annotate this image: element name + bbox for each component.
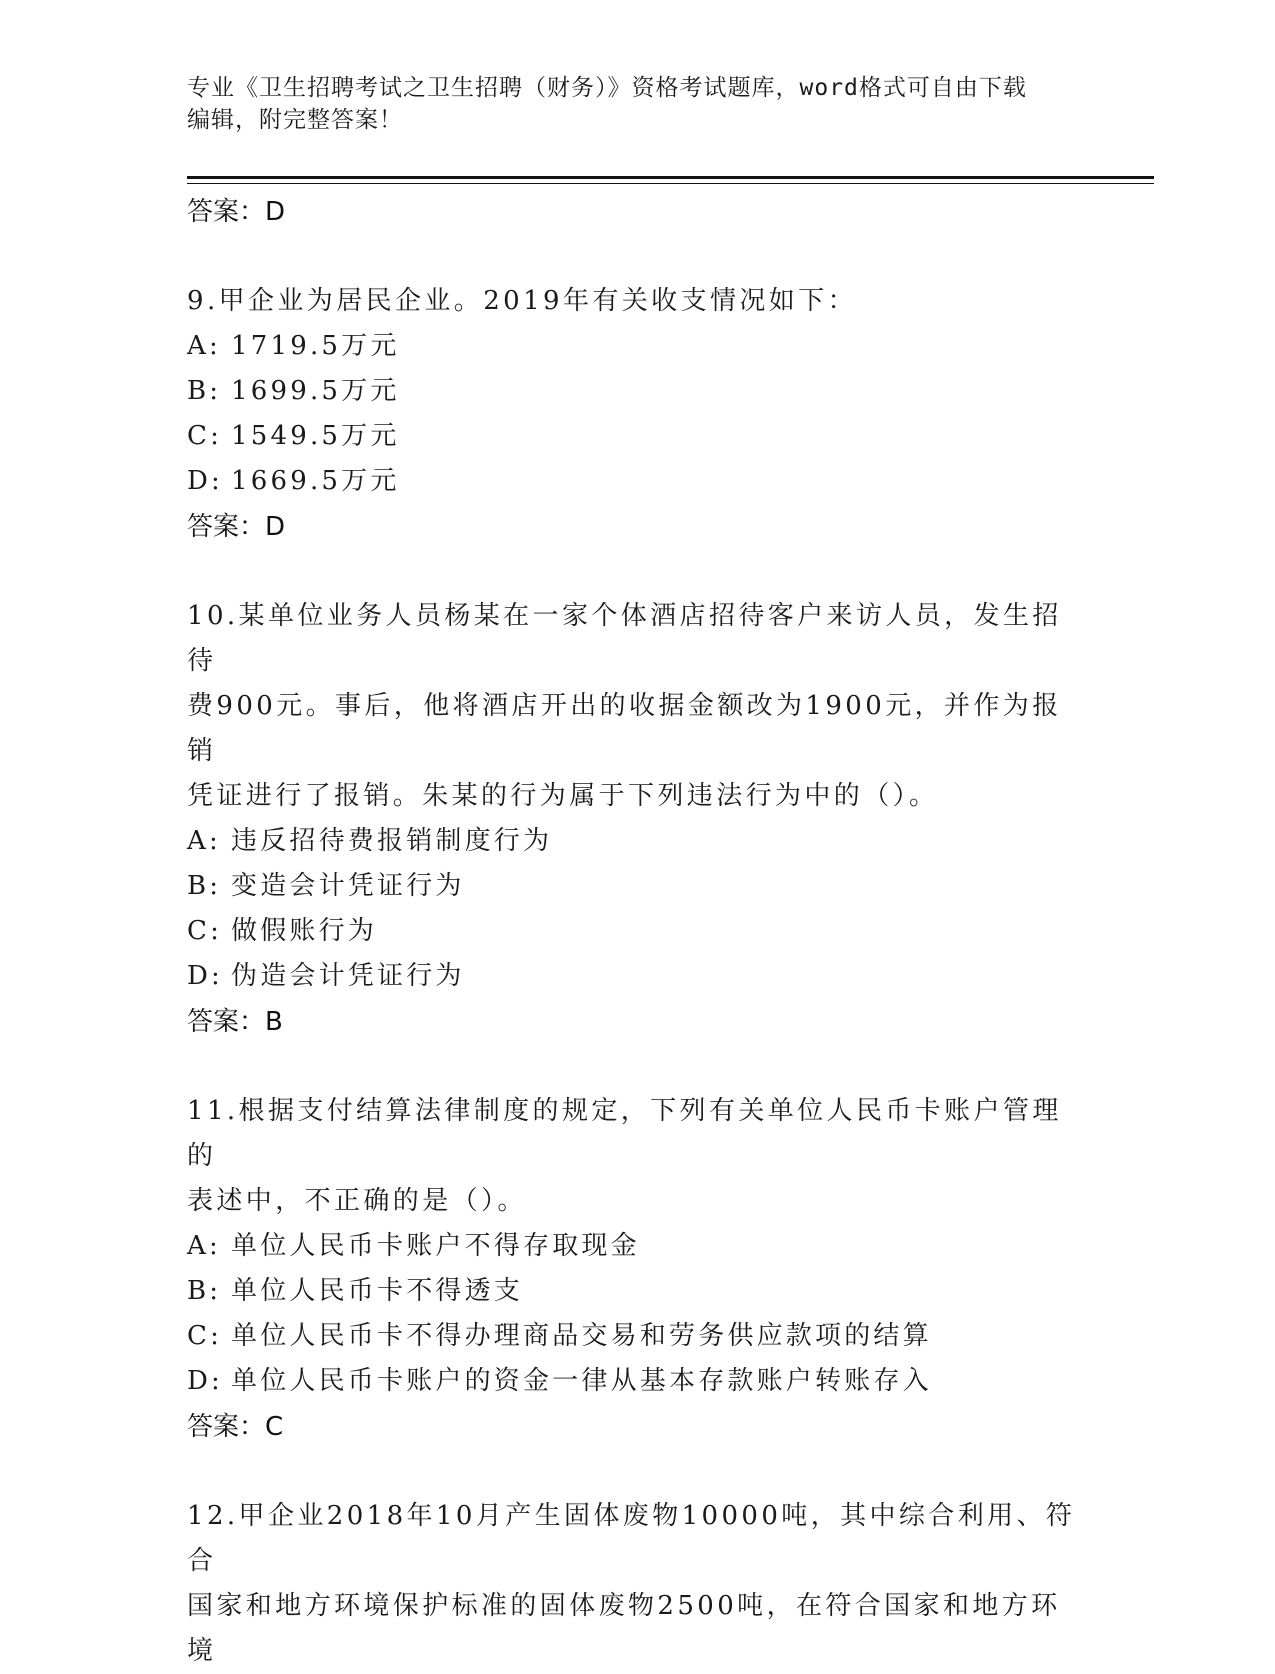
option-a: [187, 819, 1087, 864]
answer-line: 答案：D: [187, 512, 286, 542]
option-letter: D:: [187, 961, 224, 991]
option-text: 1549.5万元: [231, 421, 400, 451]
option-letter: A:: [187, 331, 221, 361]
option-text: 单位人民币卡账户的资金一律从基本存款账户转账存入: [231, 1366, 932, 1396]
option-letter: B:: [187, 1276, 222, 1306]
question-text-line: 12.甲企业2018年10月产生固体废物10000吨，其中综合利用、符合: [187, 1501, 1076, 1576]
document-body: [187, 189, 1087, 1674]
question-text-line: 凭证进行了报销。朱某的行为属于下列违法行为中的（）。: [187, 781, 939, 811]
option-d: [187, 954, 1087, 999]
option-text: 伪造会计凭证行为: [231, 961, 465, 991]
question-12: [187, 1494, 1087, 1674]
option-letter: B:: [187, 376, 222, 406]
option-d: [187, 459, 1087, 504]
header-divider-thin: [187, 183, 1154, 184]
option-d: [187, 1359, 1087, 1404]
option-text: 1669.5万元: [231, 466, 400, 496]
option-c: [187, 1314, 1087, 1359]
option-letter: C:: [187, 421, 223, 451]
question-text-line: 国家和地方环境保护标准的固体废物2500吨，在符合国家和地方环境: [187, 1591, 1061, 1666]
option-letter: D:: [187, 1366, 224, 1396]
option-b: [187, 1269, 1087, 1314]
question-9: [187, 279, 1087, 550]
header-line-2: 编辑，附完整答案！: [187, 107, 403, 133]
option-c: [187, 909, 1087, 954]
header-divider-thick: [187, 176, 1154, 179]
option-b: [187, 369, 1087, 414]
option-text: 做假账行为: [231, 916, 378, 946]
option-text: 1699.5万元: [231, 376, 400, 406]
option-text: 单位人民币卡不得透支: [231, 1276, 524, 1306]
header-line-1: 专业《卫生招聘考试之卫生招聘（财务）》资格考试题库，word格式可自由下载: [187, 75, 1027, 101]
option-text: 1719.5万元: [231, 331, 400, 361]
answer-line: 答案：C: [187, 1412, 284, 1442]
option-letter: C:: [187, 1321, 223, 1351]
option-a: [187, 1224, 1087, 1269]
option-letter: A:: [187, 1231, 221, 1261]
option-letter: B:: [187, 871, 222, 901]
option-letter: D:: [187, 466, 224, 496]
option-text: 单位人民币卡不得办理商品交易和劳务供应款项的结算: [231, 1321, 932, 1351]
question-text: 9.甲企业为居民企业。2019年有关收支情况如下：: [187, 286, 857, 316]
option-c: [187, 414, 1087, 459]
question-text-line: 费900元。事后，他将酒店开出的收据金额改为1900元，并作为报销: [187, 691, 1062, 766]
option-letter: C:: [187, 916, 223, 946]
option-b: [187, 864, 1087, 909]
option-a: [187, 324, 1087, 369]
question-10: [187, 594, 1087, 1045]
question-11: [187, 1089, 1087, 1450]
option-text: 单位人民币卡账户不得存取现金: [231, 1231, 640, 1261]
option-letter: A:: [187, 826, 221, 856]
option-text: 违反招待费报销制度行为: [231, 826, 553, 856]
answer-line: 答案：D: [187, 197, 286, 227]
option-text: 变造会计凭证行为: [231, 871, 465, 901]
answer-line: 答案：B: [187, 1007, 283, 1037]
document-header: [187, 72, 1087, 136]
question-text-line: 10.某单位业务人员杨某在一家个体酒店招待客户来访人员，发生招待: [187, 601, 1062, 676]
question-text-line: 表述中，不正确的是（）。: [187, 1186, 527, 1216]
question-text-line: 11.根据支付结算法律制度的规定，下列有关单位人民币卡账户管理的: [187, 1096, 1062, 1171]
